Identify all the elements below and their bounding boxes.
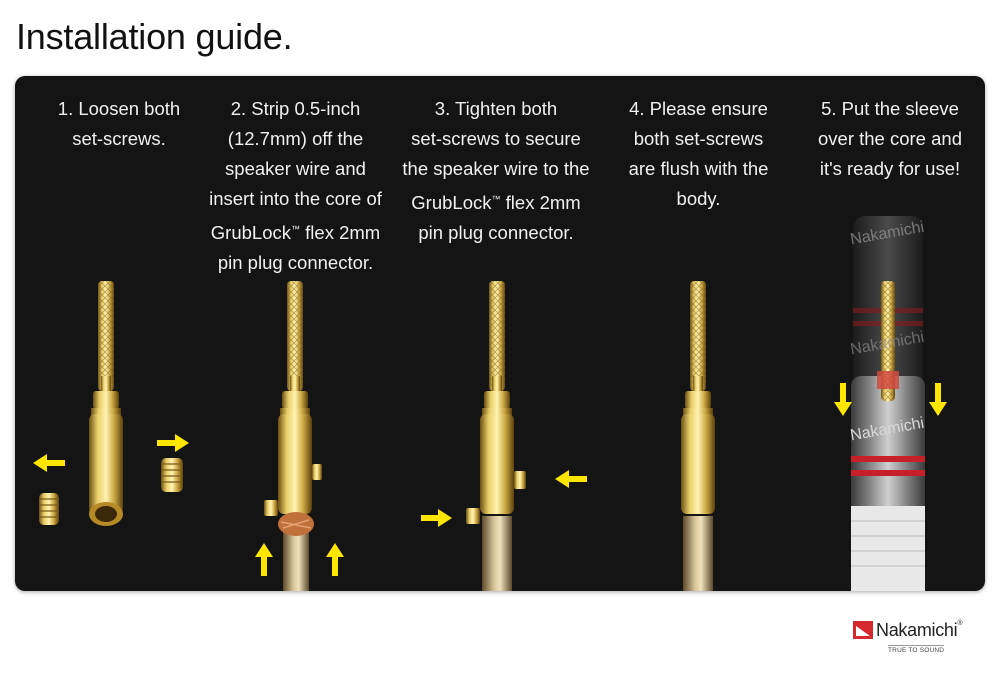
page-title: Installation guide. bbox=[16, 16, 293, 57]
connector-step-4 bbox=[681, 281, 715, 591]
step-5-instruction: 5. Put the sleeve over the core and it's ready for use! bbox=[818, 98, 962, 179]
arrow-down-icon bbox=[834, 383, 852, 416]
brand-tagline: TRUE TO SOUND bbox=[888, 647, 945, 654]
connector-step-1 bbox=[89, 281, 123, 526]
arrow-up-icon bbox=[326, 543, 344, 576]
arrow-up-icon bbox=[255, 543, 273, 576]
brand-name: Nakamichi® bbox=[876, 620, 963, 640]
arrow-right-icon bbox=[157, 434, 189, 452]
arrow-left-icon bbox=[33, 454, 65, 472]
brand-logo bbox=[853, 621, 983, 661]
connector-step-3 bbox=[466, 281, 526, 591]
sleeve-brand-label: Nakamichi bbox=[848, 328, 926, 359]
connector-step-2 bbox=[264, 281, 322, 591]
arrow-down-icon bbox=[929, 383, 947, 416]
arrow-right-icon bbox=[421, 509, 452, 527]
step-3-instruction: 3. Tighten both set-screws to secure the speaker wire to the GrubLock™ flex 2mm pin plug connector. bbox=[402, 98, 590, 244]
set-screw-right bbox=[161, 458, 183, 492]
sleeve-step-5 bbox=[848, 216, 926, 591]
step-2-instruction: 2. Strip 0.5-inch (12.7mm) off the speaker wire and insert into the core of GrubLock™ flex 2mm pin plug connector. bbox=[209, 98, 382, 274]
sleeve-brand-label: Nakamichi bbox=[848, 218, 926, 249]
set-screw-left bbox=[39, 493, 59, 525]
sleeve-brand-label: Nakamichi bbox=[848, 414, 926, 445]
step-4-instruction: 4. Please ensure both set-screws are flush with the body. bbox=[628, 98, 769, 209]
step-1-instruction: 1. Loosen both set-screws. bbox=[57, 98, 181, 149]
nakamichi-logo-icon bbox=[853, 621, 873, 639]
arrow-left-icon bbox=[555, 470, 587, 488]
installation-panel bbox=[15, 76, 985, 591]
